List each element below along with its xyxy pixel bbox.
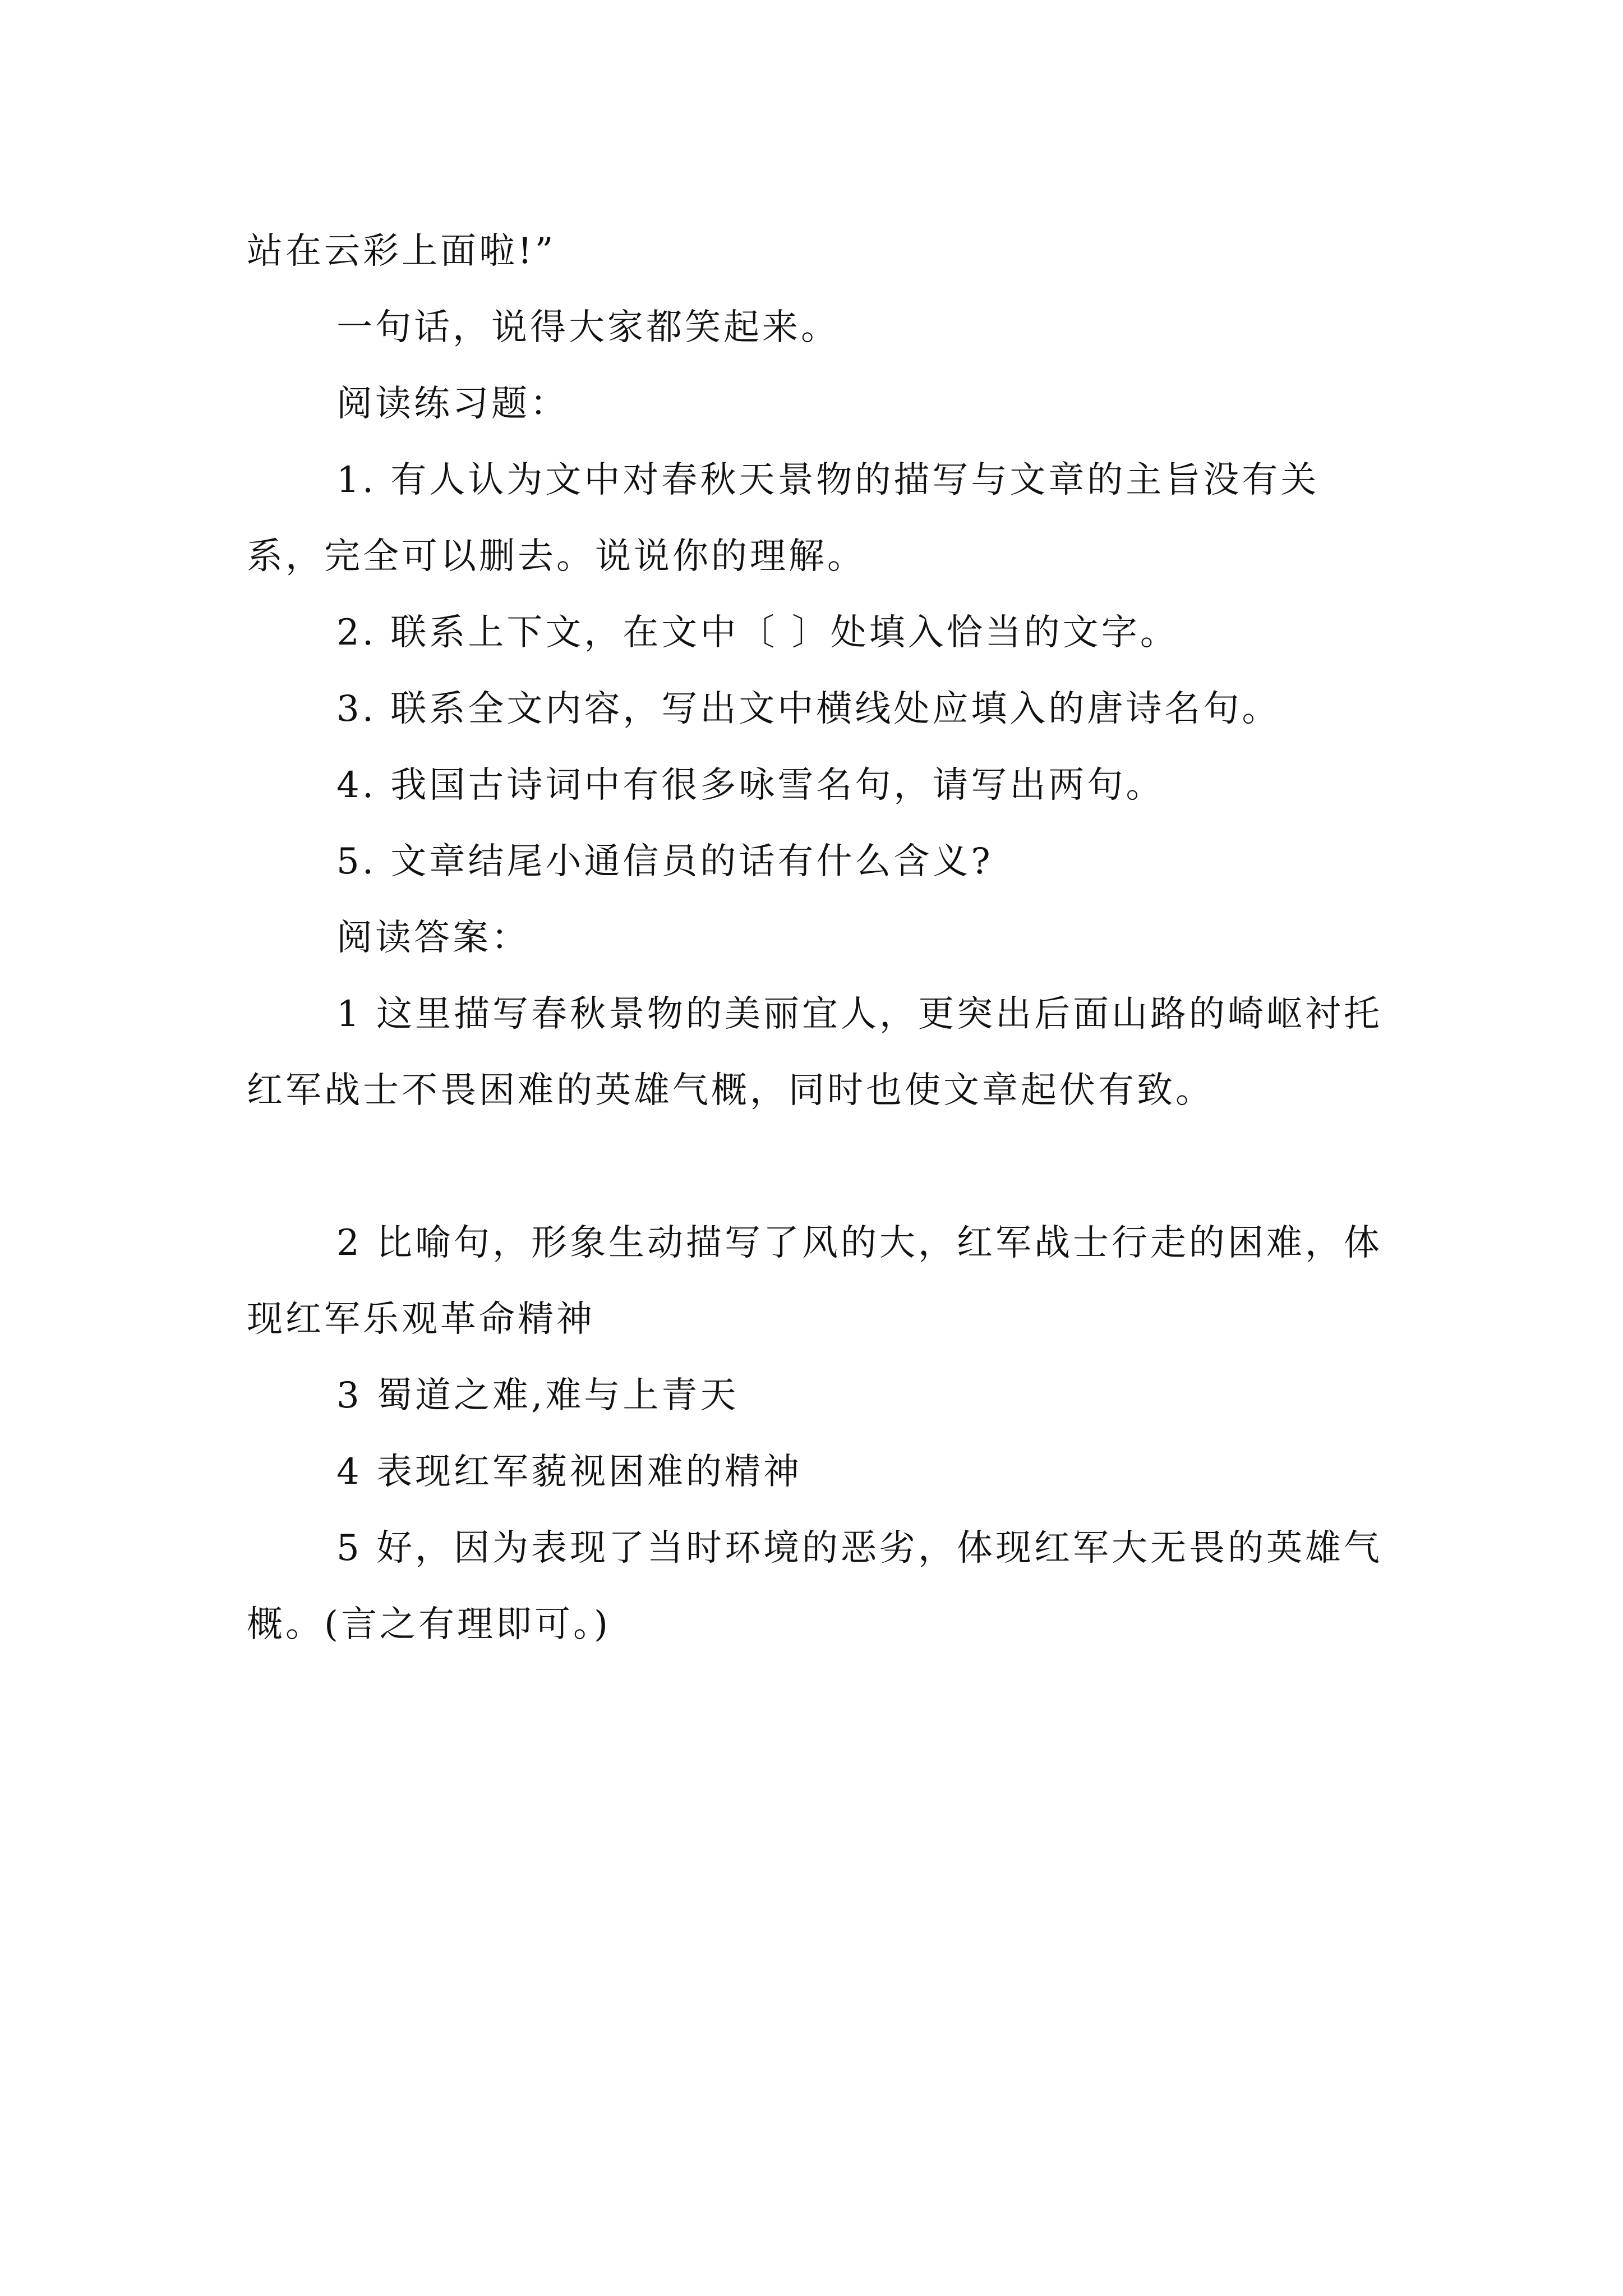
question-3: 3. 联系全文内容，写出文中横线处应填入的唐诗名句。 — [336, 688, 1281, 730]
paragraph-continuation: 站在云彩上面啦!” — [247, 231, 556, 272]
answer-3: 3 蜀道之难,难与上青天 — [336, 1375, 739, 1416]
question-1: 1. 有人认为文中对春秋天景物的描写与文章的主旨没有关系，完全可以删去。说说你的理解。 — [247, 459, 1320, 577]
answer-5: 5 好，因为表现了当时环境的恶劣，体现红军大无畏的英雄气概。(言之有理即可。) — [247, 1527, 1383, 1645]
paragraph-laughter: 一句话，说得大家都笑起来。 — [336, 307, 840, 348]
question-5: 5. 文章结尾小通信员的话有什么含义? — [336, 841, 993, 882]
question-4: 4. 我国古诗词中有很多咏雪名句，请写出两句。 — [336, 765, 1165, 806]
answer-4: 4 表现红军藐视困难的精神 — [336, 1451, 803, 1493]
answers-heading: 阅读答案： — [336, 917, 530, 959]
answer-2: 2 比喻句，形象生动描写了风的大，红军战士行走的困难，体现红军乐观革命精神 — [247, 1222, 1383, 1340]
exercises-heading: 阅读练习题： — [336, 383, 569, 425]
question-2: 2. 联系上下文，在文中〔 〕处填入恰当的文字。 — [336, 612, 1179, 654]
answer-1: 1 这里描写春秋景物的美丽宜人，更突出后面山路的崎岖衬托红军战士不畏困难的英雄气概，同时也使文章起伏有致。 — [247, 993, 1383, 1111]
